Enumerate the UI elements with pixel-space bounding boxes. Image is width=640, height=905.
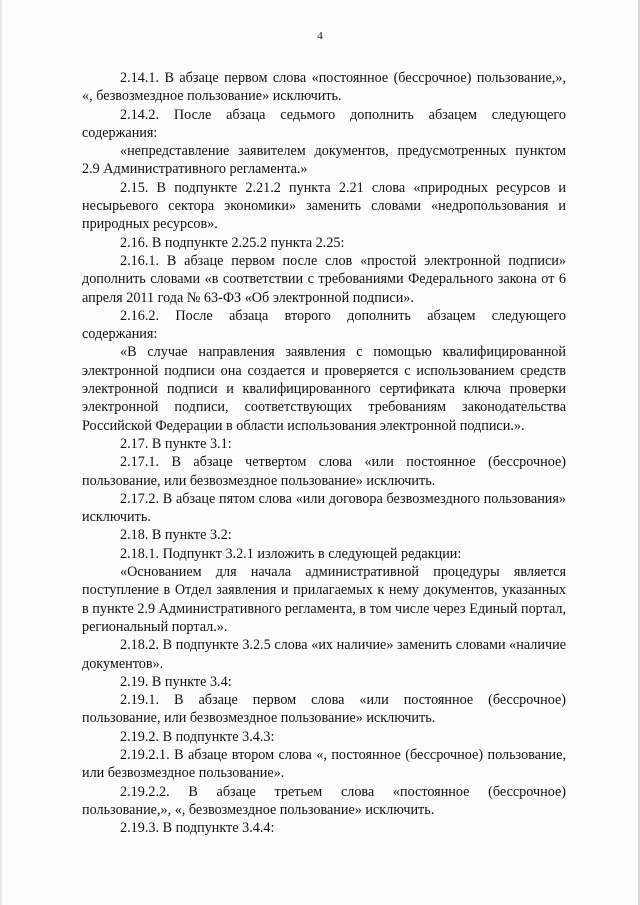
paragraph: «непредставление заявителем документов, предусмотренных пунктом 2.9 Административного регламента.»	[82, 143, 566, 178]
paragraph: 2.19. В пункте 3.4:	[120, 673, 232, 690]
paragraph: «В случае направления заявления с помощью квалифицированной электронной подписи она создается и проверяется с использованием средств электронной подписи и квалифицированного сертификата ключа проверки электронной подписи, соответствующих требованиям законодательства Российской Федерации в области использования электронной подписи.».	[82, 344, 566, 434]
paragraph: 2.18.2. В подпункте 3.2.5 слова «их наличие» заменить словами «наличие документов».	[82, 637, 566, 672]
paragraph: 2.14.2. После абзаца седьмого дополнить абзацем следующего содержания:	[82, 106, 566, 141]
paragraph: 2.17.1. В абзаце четвертом слова «или постоянное (бессрочное) пользование, или безвозмездное пользование» исключить.	[82, 454, 566, 489]
paragraph: 2.17. В пункте 3.1:	[120, 435, 232, 452]
paragraph: 2.16.2. После абзаца второго дополнить абзацем следующего содержания:	[82, 307, 566, 343]
paragraph: 2.14.1. В абзаце первом слова «постоянное (бессрочное) пользование,», «, безвозмездное пользование» исключить.	[82, 70, 566, 105]
paragraph: 2.19.1. В абзаце первом слова «или постоянное (бессрочное) пользование, или безвозмездное пользование» исключить.	[82, 692, 566, 727]
paragraph: 2.19.2.2. В абзаце третьем слова «постоянное (бессрочное) пользование,», «, безвозмездное пользование» исключить.	[82, 783, 566, 818]
paragraph: 2.16. В подпункте 2.25.2 пункта 2.25:	[120, 234, 345, 251]
document-body	[82, 69, 566, 837]
paragraph: 2.16.1. В абзаце первом после слов «простой электронной подписи» дополнить словами «в соответствии с требованиями Федерального закона от 6 апреля 2011 года № 63-ФЗ «Об электронной подписи».	[82, 252, 566, 306]
paragraph: 2.17.2. В абзаце пятом слова «или договора безвозмездного пользования» исключить.	[82, 490, 566, 526]
paragraph: 2.18.1. Подпункт 3.2.1 изложить в следующей редакции:	[120, 545, 462, 562]
paragraph: «Основанием для начала административной процедуры является поступление в Отдел заявления и прилагаемых к нему документов, указанных в пункте 2.9 Административного регламента, в том числе через Единый портал, региональный портал.».	[82, 564, 566, 635]
page-number: 4	[317, 30, 323, 42]
paragraph: 2.19.2.1. В абзаце втором слова «, постоянное (бессрочное) пользование, или безвозмездное пользование».	[82, 746, 566, 782]
paragraph: 2.15. В подпункте 2.21.2 пункта 2.21 слова «природных ресурсов и несырьевого сектора экономики» заменить словами «недропользования и природных ресурсов».	[82, 179, 566, 233]
paragraph: 2.18. В пункте 3.2:	[120, 527, 232, 544]
paragraph: 2.19.2. В подпункте 3.4.3:	[120, 728, 275, 745]
paragraph: 2.19.3. В подпункте 3.4.4:	[120, 820, 275, 837]
